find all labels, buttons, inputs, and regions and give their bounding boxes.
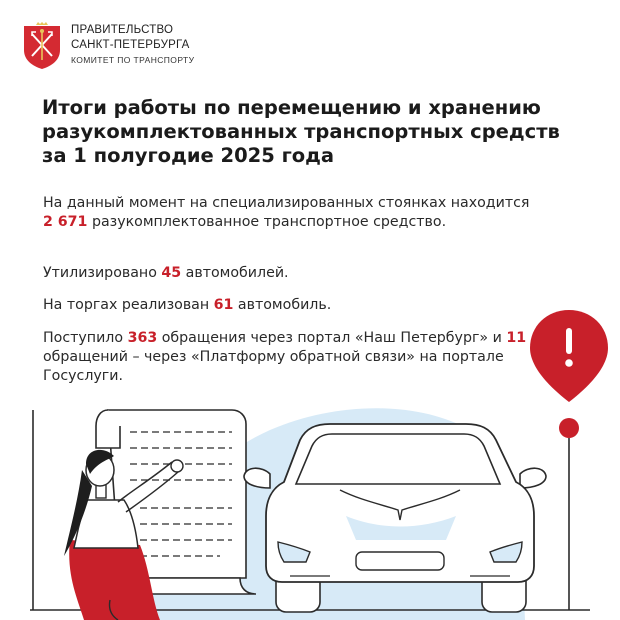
org-name-line1: ПРАВИТЕЛЬСТВО	[71, 24, 174, 36]
p1-text-after: разукомплектованное транспортное средство.	[87, 214, 447, 230]
p2-text-after: автомобилей.	[181, 265, 289, 281]
exclamation-pin-icon	[530, 310, 608, 610]
p4-value1: 363	[127, 330, 158, 346]
p3-text-after: автомобиль.	[233, 297, 332, 313]
org-committee: КОМИТЕТ ПО ТРАНСПОРТУ	[71, 55, 195, 65]
p2-value: 45	[161, 265, 182, 281]
p4-text-middle: обращения через портал «Наш Петербург» и	[157, 330, 507, 346]
p1-text-before: На данный момент на специализированных стоянках находится	[43, 195, 530, 211]
p3-text-before: На торгах реализован	[43, 297, 214, 313]
p1-value: 2 671	[43, 214, 88, 230]
page-title: Итоги работы по перемещению и хранению разукомплектованных транспортных средств за 1 полугодие 2025 года	[42, 96, 560, 167]
p4-text-after: обращений – через «Платформу обратной связи» на портале Госуслуги.	[43, 349, 504, 384]
p4-text-before: Поступило	[43, 330, 128, 346]
p3-value: 61	[213, 297, 234, 313]
p2-text-before: Утилизировано	[43, 265, 162, 281]
org-name-line2: САНКТ-ПЕТЕРБУРГА	[71, 39, 190, 51]
p4-value2: 11	[506, 330, 527, 346]
